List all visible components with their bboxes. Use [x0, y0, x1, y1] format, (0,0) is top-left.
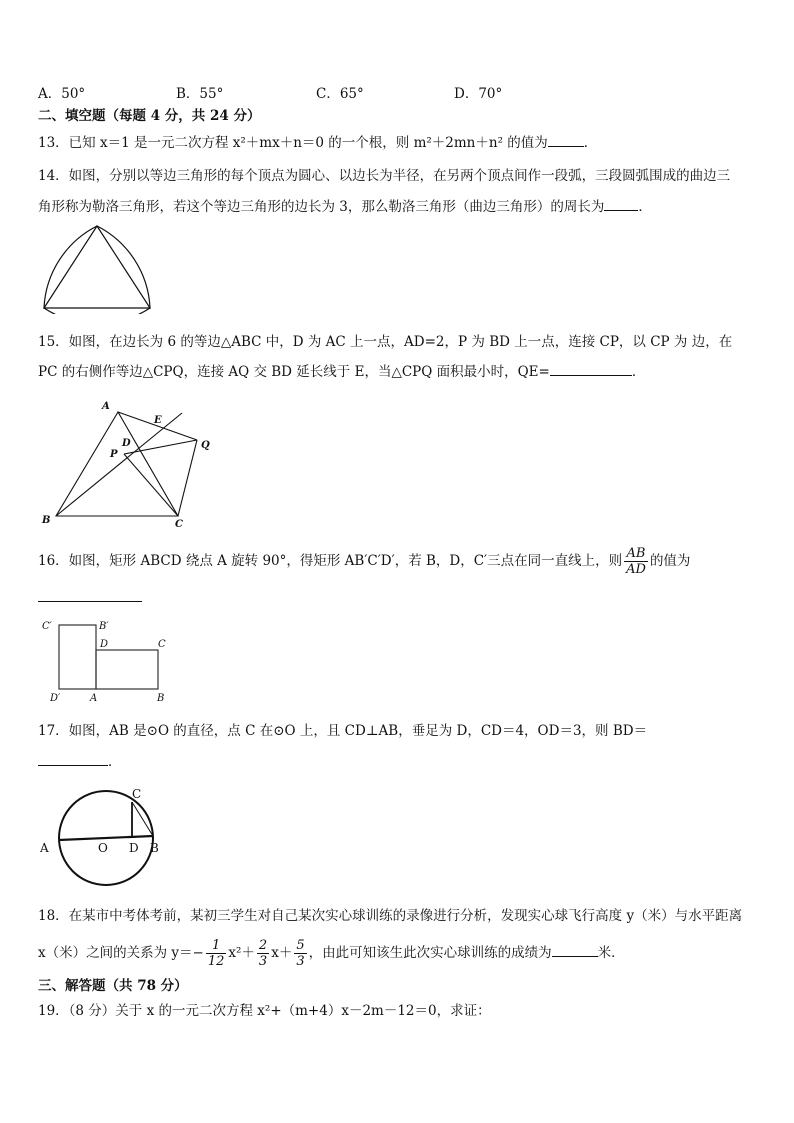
- question-15-line-2: [38, 362, 645, 382]
- q17-end: ．: [108, 754, 122, 770]
- section-2-title: 二、填空题（每题 4 分，共 24 分）: [38, 108, 261, 124]
- label-d-prime: D′: [50, 693, 61, 704]
- label-q: Q: [201, 440, 210, 451]
- option-c: C．65°: [316, 86, 364, 102]
- reuleaux-triangle-figure: [38, 222, 156, 314]
- label-d: D: [100, 639, 109, 650]
- label-d: D: [129, 841, 139, 855]
- section-3-title: 三、解答题（共 78 分）: [38, 978, 188, 994]
- reuleaux-arcs: [44, 226, 150, 308]
- label-b: B: [157, 693, 165, 704]
- question-15-line-1: 15．如图，在边长为 6 的等边△ABC 中，D 为 AC 上一点，AD=2，P 为 BD 上一点，连接 CP，以 CP 为 边，在: [38, 334, 733, 350]
- fraction-2-3: [257, 938, 269, 969]
- rotated-rectangle-figure: [38, 612, 178, 706]
- fraction-denominator: AD: [626, 562, 646, 577]
- label-c: C: [132, 787, 142, 801]
- denominator: 3: [296, 954, 305, 969]
- label-a: A: [102, 401, 110, 412]
- q13-end: ．: [583, 135, 598, 151]
- question-18-line-1: 18．在某市中考体考前，某初三学生对自己某次实心球训练的录像进行分析，发现实心球飞行高度 y（米）与水平距离: [38, 908, 743, 924]
- label-b: B: [42, 515, 51, 526]
- line-cp: [124, 454, 178, 516]
- label-d: D: [122, 438, 131, 449]
- label-p: P: [110, 449, 118, 460]
- option-b: B．55°: [176, 86, 224, 102]
- diameter-ab: [59, 836, 153, 840]
- question-14-line-1: 14．如图，分别以等边三角形的每个顶点为圆心、以边长为半径，在另两个顶点间作一段弧，三段圆弧围成的曲边三: [38, 168, 731, 184]
- q15-text: PC 的右侧作等边△CPQ，连接 AQ 交 BD 延长线于 E，当△CPQ 面积最小时，QE=: [38, 364, 550, 380]
- q16-end: 的值为: [649, 553, 691, 569]
- label-a: A: [40, 841, 49, 855]
- rectangle-ab1c1d1: [59, 625, 96, 689]
- question-16: [38, 546, 690, 577]
- fraction-5-3: [294, 938, 306, 969]
- answer-blank: [38, 588, 142, 602]
- label-b-prime: B′: [99, 621, 109, 632]
- fraction-1-12: [206, 938, 227, 969]
- answer-blank: [38, 752, 108, 766]
- line-cq: [178, 440, 197, 516]
- rectangle-abcd: [96, 650, 158, 689]
- numerator: 1: [206, 938, 227, 954]
- reuleaux-curve: [44, 226, 150, 314]
- label-a: A: [90, 693, 98, 704]
- answer-blank: [548, 133, 584, 147]
- label-o: O: [98, 841, 108, 855]
- denominator: 12: [207, 954, 225, 969]
- option-d: D．70°: [454, 86, 503, 102]
- answer-blank: [604, 197, 638, 211]
- q18-prefix: x（米）之间的关系为 y＝−: [38, 945, 204, 961]
- q16-text: 16．如图，矩形 ABCD 绕点 A 旋转 90°，得矩形 AB′C′D′，若 B，D，C′三点在同一直线上，则: [38, 553, 623, 569]
- label-c: C: [158, 639, 166, 650]
- question-17-answer-line: [38, 752, 122, 772]
- question-17: 17．如图，AB 是⊙O 的直径，点 C 在⊙O 上，且 CD⊥AB，垂足为 D，CD＝4，OD＝3，则 BD＝: [38, 723, 648, 739]
- denominator: 3: [258, 954, 268, 969]
- label-e: E: [154, 415, 162, 426]
- q14-text: 角形称为勒洛三角形，若这个等边三角形的边长为 3，那么勒洛三角形（曲边三角形）的周长为: [38, 199, 605, 215]
- q18-term-1: x²＋: [228, 945, 255, 961]
- option-a: A．50°: [38, 86, 86, 102]
- label-c-prime: C′: [42, 621, 52, 632]
- q13-prefix: 13．已知: [38, 135, 100, 151]
- circle-diameter-figure: [36, 782, 168, 892]
- question-13: [38, 133, 597, 153]
- q14-end: ．: [638, 199, 652, 215]
- equilateral-triangle-figure: [36, 396, 226, 530]
- numerator: 2: [258, 938, 268, 953]
- q18-text: ，由此可知该生此次实心球训练的成绩为: [308, 945, 552, 961]
- fraction-numerator: AB: [624, 546, 648, 562]
- q13-expression: x＝1 是一元二次方程 x²＋mx＋n＝0 的一个根，则 m²＋2mn＋n² 的值为: [99, 135, 548, 151]
- ratio-fraction: [624, 546, 648, 577]
- question-19: 19．（8 分）关于 x 的一元二次方程 x²+（m+4）x－2m－12＝0，求证：: [38, 1003, 491, 1019]
- q15-end: ．: [631, 364, 646, 380]
- question-14-line-2: [38, 197, 652, 217]
- q18-term-2: x＋: [271, 945, 293, 961]
- label-c: C: [175, 519, 183, 530]
- question-18-line-2: [38, 938, 625, 969]
- label-b: B: [150, 841, 159, 855]
- q18-end: 米．: [597, 945, 625, 961]
- numerator: 5: [296, 938, 305, 953]
- answer-blank: [550, 362, 632, 376]
- answer-blank: [552, 943, 598, 957]
